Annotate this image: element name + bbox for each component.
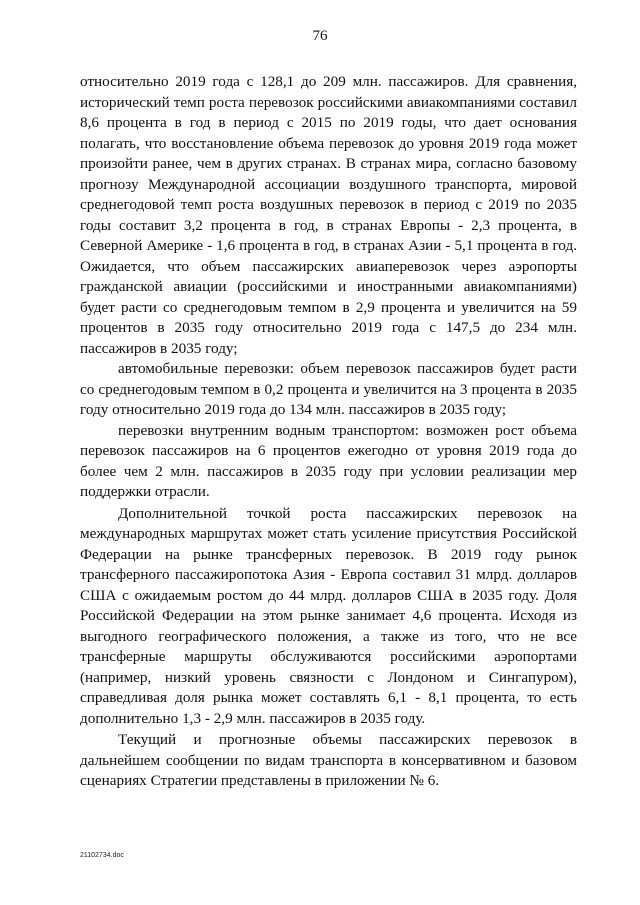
paragraph-water-transport: перевозки внутренним водным транспортом: возможен рост объема перевозок пассажиров на 6 процентов ежегодно от уровня 2019 года до более чем 2 млн. пассажиров в 2035 году при условии реализации мер поддержки отрасли. (80, 421, 577, 500)
paragraph-transfer-market: Дополнительной точкой роста пассажирских перевозок на международных маршрутах может стать усиление присутствия Российской Федерации на рынке трансферных перевозок. В 2019 году рынок трансферного пассажиропотока Азия - Европа составил 31 млрд. долларов США с ожидаемым ростом до 44 млрд. долларов США в 2035 году. Доля Российской Федерации на этом рынке занимает 4,6 процента. Исходя из выгодного географического положения, а также из того, что не все трансферные маршруты обслуживаются российскими аэропортами (например, низкий уровень связности с Лондоном и Сингапуром), справедливая доля рынка может составлять 6,1 - 8,1 процента, то есть дополнительно 1,3 - 2,9 млн. пассажиров в 2035 году. (80, 504, 577, 727)
paragraph-air-transport: относительно 2019 года с 128,1 до 209 млн. пассажиров. Для сравнения, исторический темп роста перевозок российскими авиакомпаниями составил 8,6 процента в год в период с 2015 по 2019 годы, что дает основания полагать, что восстановление объема перевозок до уровня 2019 года может произойти ранее, чем в других странах. В странах мира, согласно базовому прогнозу Международной ассоциации воздушного транспорта, мировой среднегодовой темп роста воздушных перевозок в период с 2019 по 2035 годы составит 3,2 процента в год, в странах Европы - 2,3 процента, в Северной Америке - 1,6 процента в год, в странах Азии - 5,1 процента в год. Ожидается, что объем пассажирских авиаперевозок через аэропорты гражданской авиации (российскими и иностранными авиакомпаниями) будет расти со среднегодовым темпом в 2,9 процента и увеличится на 59 процентов в 2035 году относительно 2019 года с 147,5 до 234 млн. пассажиров в 2035 году; (80, 73, 577, 357)
paragraph-road-transport: автомобильные перевозки: объем перевозок пассажиров будет расти со среднегодовым темпом в 0,2 процента и увеличится на 3 процента в 2035 году относительно 2019 года до 134 млн. пассажиров в 2035 году; (80, 360, 577, 418)
body-text (80, 72, 577, 792)
document-file-code: 21102734.doc (80, 852, 124, 859)
page-number: 76 (312, 28, 328, 44)
paragraph-appendix-reference: Текущий и прогнозные объемы пассажирских перевозок в дальнейшем сообщении по видам транспорта в консервативном и базовом сценариях Стратегии представлены в приложении № 6. (80, 731, 577, 789)
